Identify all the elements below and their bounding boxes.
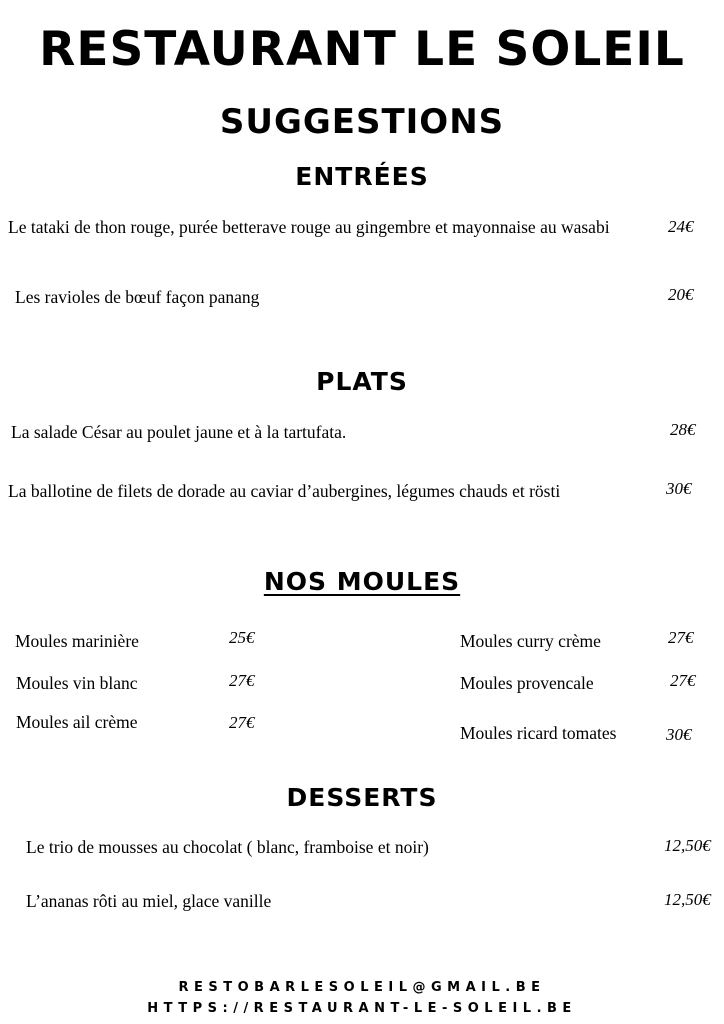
moules-left-2: Moules vin blanc <box>16 673 138 693</box>
moules-left-3-price: 27€ <box>229 713 255 732</box>
menu-price-entree-2: 20€ <box>668 285 694 304</box>
moules-right-3: Moules ricard tomates <box>460 723 617 743</box>
footer-website: HTTPS://RESTAURANT-LE-SOLEIL.BE <box>147 1001 577 1016</box>
moules-left-1-price: 25€ <box>229 628 255 647</box>
menu-item-dessert-2: L’ananas rôti au miel, glace vanille <box>26 891 272 911</box>
menu-price-plat-1: 28€ <box>670 420 696 439</box>
section-heading-plats: PLATS <box>316 367 408 396</box>
menu-item-dessert-1: Le trio de mousses au chocolat ( blanc, framboise et noir) <box>26 837 429 857</box>
section-heading-moules <box>0 567 724 596</box>
menu-item-plat-1: La salade César au poulet jaune et à la tartufata. <box>11 422 347 442</box>
moules-right-1: Moules curry crème <box>460 631 601 651</box>
moules-right-2: Moules provencale <box>460 673 594 693</box>
menu-item-plat-2: La ballotine de filets de dorade au caviar d’aubergines, légumes chauds et rösti <box>8 481 561 501</box>
section-heading-desserts: DESSERTS <box>286 783 438 812</box>
menu-price-dessert-2: 12,50€ <box>664 890 711 909</box>
footer-email: RESTOBARLESOLEIL@GMAIL.BE <box>178 980 546 995</box>
section-heading-entrees: ENTRÉES <box>295 162 429 191</box>
menu-item-entree-1: Le tataki de thon rouge, purée betterave rouge au gingembre et mayonnaise au wasabi <box>8 217 610 237</box>
menu-subtitle: SUGGESTIONS <box>219 102 505 142</box>
moules-left-3: Moules ail crème <box>16 712 138 732</box>
menu-item-entree-2: Les ravioles de bœuf façon panang <box>15 287 260 307</box>
moules-right-1-price: 27€ <box>668 628 694 647</box>
restaurant-name: RESTAURANT LE SOLEIL <box>39 22 685 77</box>
moules-right-2-price: 27€ <box>670 671 696 690</box>
moules-left-1: Moules marinière <box>15 631 139 651</box>
moules-right-3-price: 30€ <box>666 725 692 744</box>
menu-price-plat-2: 30€ <box>666 479 692 498</box>
section-heading-moules-text: NOS MOULES <box>263 567 461 596</box>
menu-price-entree-1: 24€ <box>668 217 694 236</box>
menu-price-dessert-1: 12,50€ <box>664 836 711 855</box>
moules-left-2-price: 27€ <box>229 671 255 690</box>
